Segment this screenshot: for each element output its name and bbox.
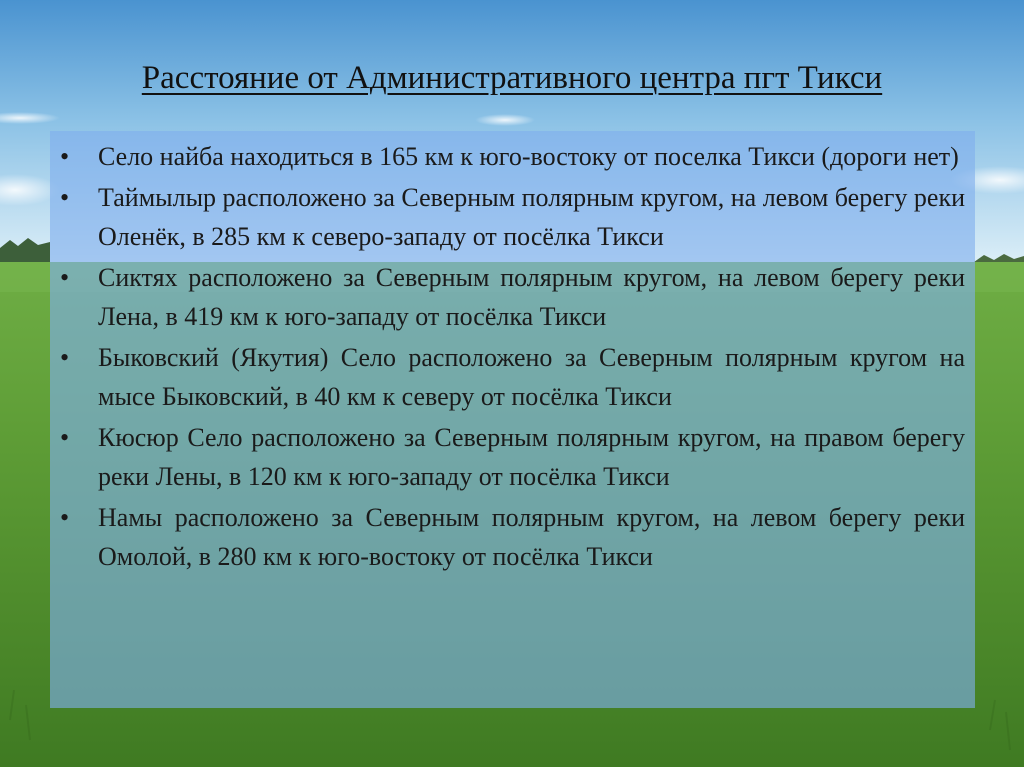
list-item: [60, 178, 965, 256]
bullet-list: [60, 137, 965, 576]
list-item: [60, 258, 965, 336]
list-item: [60, 338, 965, 416]
bullet-icon: •: [60, 263, 70, 292]
bullet-icon: •: [60, 503, 70, 532]
list-item-text: Таймылыр расположено за Северным полярным кругом, на левом берегу реки Оленёк, в 285 км к северо-западу от посёлка Тикси: [98, 183, 965, 251]
list-item-text: Сиктях расположено за Северным полярным кругом, на левом берегу реки Лена, в 419 км к юго-западу от посёлка Тикси: [98, 263, 965, 331]
list-item: [60, 418, 965, 496]
list-item: [60, 498, 965, 576]
content-panel: [50, 131, 975, 708]
list-item: [60, 137, 965, 176]
bullet-icon: •: [60, 423, 70, 452]
bullet-icon: •: [60, 183, 70, 212]
list-item-text: Быковский (Якутия) Село расположено за Северным полярным кругом на мысе Быковский, в 40 км к северу от посёлка Тикси: [98, 343, 965, 411]
list-item-text: Село найба находиться в 165 км к юго-востоку от поселка Тикси (дороги нет): [98, 142, 959, 171]
list-item-text: Намы расположено за Северным полярным кругом, на левом берегу реки Омолой, в 280 км к юго-востоку от посёлка Тикси: [98, 503, 965, 571]
bullet-icon: •: [60, 343, 70, 372]
list-item-text: Кюсюр Село расположено за Северным полярным кругом, на правом берегу реки Лены, в 120 км к юго-западу от посёлка Тикси: [98, 423, 965, 491]
slide-title: Расстояние от Административного центра пгт Тикси: [141, 60, 883, 96]
bullet-icon: •: [60, 142, 70, 171]
